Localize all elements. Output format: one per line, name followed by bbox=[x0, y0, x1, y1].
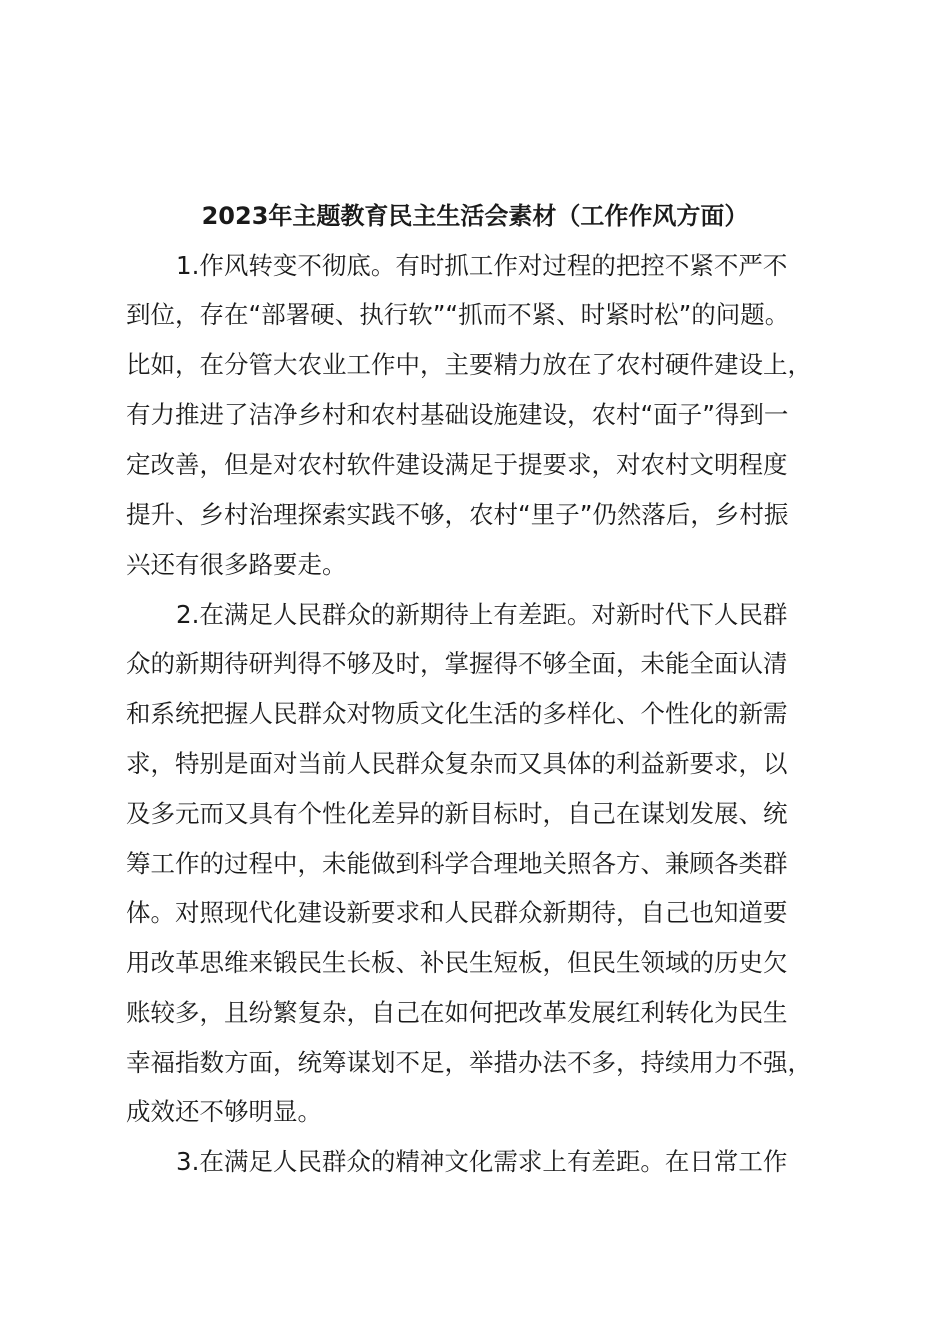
paragraph-2-line-6: 筹工作的过程中，未能做到科学合理地关照各方、兼顾各类群 bbox=[126, 849, 788, 878]
paragraph-2-line-3: 和系统把握人民群众对物质文化生活的多样化、个性化的新需 bbox=[126, 699, 788, 728]
paragraph-1-line-4: 有力推进了洁净乡村和农村基础设施建设，农村“面子”得到一 bbox=[126, 400, 789, 429]
paragraph-1-line-3: 比如，在分管大农业工作中，主要精力放在了农村硬件建设上， bbox=[126, 350, 812, 379]
paragraph-2-line-1: 2.在满足人民群众的新期待上有差距。对新时代下人民群 bbox=[176, 600, 788, 629]
paragraph-2-line-8: 用改革思维来锻民生长板、补民生短板，但民生领域的历史欠 bbox=[126, 948, 788, 977]
paragraph-2-line-10: 幸福指数方面，统筹谋划不足，举措办法不多，持续用力不强， bbox=[126, 1048, 812, 1077]
paragraph-2-line-5: 及多元而又具有个性化差异的新目标时，自己在谋划发展、统 bbox=[126, 799, 788, 828]
document-title: 2023年主题教育民主生活会素材（工作作风方面） bbox=[201, 202, 749, 230]
paragraph-1-line-7: 兴还有很多路要走。 bbox=[126, 550, 347, 579]
paragraph-1-line-1: 1.作风转变不彻底。有时抓工作对过程的把控不紧不严不 bbox=[176, 251, 788, 280]
paragraph-2-line-2: 众的新期待研判得不够及时，掌握得不够全面，未能全面认清 bbox=[126, 649, 788, 678]
paragraph-1-line-5: 定改善，但是对农村软件建设满足于提要求，对农村文明程度 bbox=[126, 450, 788, 479]
paragraph-2-line-4: 求，特别是面对当前人民群众复杂而又具体的利益新要求，以 bbox=[126, 749, 788, 778]
paragraph-1-line-2: 到位，存在“部署硬、执行软”“抓而不紧、时紧时松”的问题。 bbox=[126, 300, 790, 329]
paragraph-3-line-1: 3.在满足人民群众的精神文化需求上有差距。在日常工作 bbox=[176, 1147, 788, 1176]
paragraph-2-line-7: 体。对照现代化建设新要求和人民群众新期待，自己也知道要 bbox=[126, 898, 788, 927]
paragraph-2-line-11: 成效还不够明显。 bbox=[126, 1097, 322, 1126]
paragraph-2-line-9: 账较多，且纷繁复杂，自己在如何把改革发展红利转化为民生 bbox=[126, 998, 788, 1027]
paragraph-1-line-6: 提升、乡村治理探索实践不够，农村“里子”仍然落后，乡村振 bbox=[126, 500, 789, 529]
